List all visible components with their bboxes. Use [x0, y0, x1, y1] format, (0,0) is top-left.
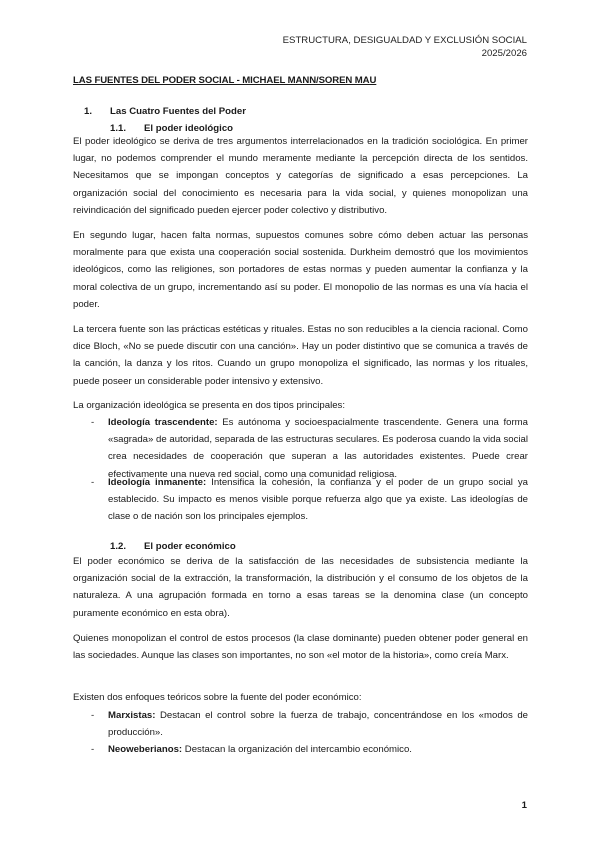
bullet-dash: - [91, 744, 95, 755]
paragraph-5: El poder económico se deriva de la satisfacción de las necesidades de subsistencia mediante la organización social de la extracción, la transformación, la distribución y el consumo de los objetos de la naturaleza. A una agrupación formada en torno a esas tareas se la denomina clase (un concepto puramente económico en esta obra). [73, 556, 528, 619]
bullet-text: Intensifica la cohesión, la confianza y el poder de un grupo social ya establecido. Su impacto es menos visible porque refuerza algo que ya existe. Las ideologías de clase o de nación son los principales ejemplos. [108, 477, 528, 523]
bullet-term: Ideología trascendente: [108, 417, 218, 428]
subsection-number: 1.1. [110, 123, 127, 134]
bullet-text: Destacan el control sobre la fuerza de trabajo, concentrándose en los «modos de producción». [108, 710, 528, 739]
section-heading-1 [84, 106, 246, 117]
bullet-text: Destacan la organización del intercambio económico. [182, 744, 412, 755]
list-item [91, 707, 528, 741]
paragraph-6: Quienes monopolizan el control de estos procesos (la clase dominante) pueden obtener poder general en las sociedades. Aunque las clases son importantes, no son «el motor de la historia», como creía Marx. [73, 633, 528, 662]
subsection-heading-1-2 [110, 541, 236, 552]
page-number: 1 [521, 800, 527, 811]
header-course: ESTRUCTURA, DESIGUALDAD Y EXCLUSIÓN SOCIAL [282, 35, 527, 46]
document-title: LAS FUENTES DEL PODER SOCIAL - MICHAEL MANN/SOREN MAU [73, 75, 377, 86]
bullet-text: Es autónoma y socioespacialmente trascendente. Genera una forma «sagrada» de autoridad, separada de las estructuras seculares. Es poderosa cuando la vida social crea necesidades de cooperación que superan a las autoridades existentes. Puede crear efectivamente una nueva red social, como una comunidad religiosa. [108, 417, 528, 480]
bullet-term: Ideología inmanente: [108, 477, 207, 488]
bullet-term: Neoweberianos: [108, 744, 183, 755]
bullet-term: Marxistas: [108, 710, 156, 721]
subsection-number: 1.2. [110, 541, 127, 552]
list-item [91, 414, 528, 483]
bullet-dash: - [91, 710, 95, 721]
header-year: 2025/2026 [481, 48, 527, 59]
subsection-label: El poder económico [144, 541, 236, 552]
paragraph-1: El poder ideológico se deriva de tres argumentos interrelacionados en la tradición sociológica. En primer lugar, no podemos comprender el mundo meramente mediante la percepción directa de los sentidos. Necesitamos que se impongan conceptos y categorías de significado a esas percepciones. La organización social del conocimiento es necesaria para la vida social, y quienes monopolizan una reivindicación del significado pueden ejercer poder colectivo y distributivo. [73, 136, 528, 216]
bullet-dash: - [91, 477, 95, 488]
paragraph-2: En segundo lugar, hacen falta normas, supuestos comunes sobre cómo deben actuar las personas moralmente para que exista una cooperación social sostenida. Durkheim demostró que los movimientos ideológicos, como las religiones, son portadores de estas normas y pueden aumentar la confianza y la moral colectiva de un grupo, incrementando así su poder. El monopolio de las normas es una vía hacia el poder. [73, 230, 528, 310]
running-header [283, 34, 527, 60]
subsection-label: El poder ideológico [144, 123, 234, 134]
list-item [91, 741, 528, 758]
bullet-dash: - [91, 417, 95, 428]
list-item [91, 474, 528, 526]
paragraph-4: La organización ideológica se presenta en dos tipos principales: [73, 400, 345, 411]
section-label: Las Cuatro Fuentes del Poder [110, 106, 246, 117]
paragraph-7: Existen dos enfoques teóricos sobre la fuente del poder económico: [73, 692, 362, 703]
paragraph-3: La tercera fuente son las prácticas estéticas y rituales. Estas no son reducibles a la ciencia racional. Como dice Bloch, «No se puede discutir con una canción». Hay un poder distintivo que se comunica a través de la canción, la danza y los ritos. Cuando un grupo monopoliza el significado, las normas y los rituales, puede poseer un considerable poder intensivo y extensivo. [73, 324, 528, 387]
section-number: 1. [84, 106, 93, 117]
